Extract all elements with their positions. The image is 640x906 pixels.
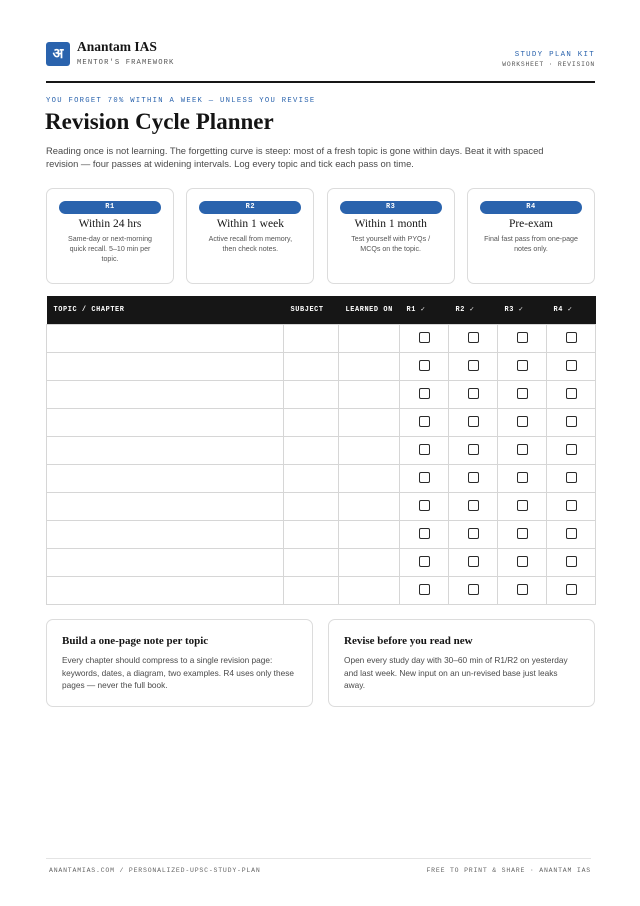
learned-on-cell[interactable]	[339, 548, 400, 576]
learned-on-cell[interactable]	[339, 520, 400, 548]
pass-cell-r4	[547, 352, 596, 380]
intro-paragraph: Reading once is not learning. The forgetting curve is steep: most of a fresh topic is gone within days. Beat it with spaced revision — four passes at widening intervals. Log every topic and tick each pass on time.	[46, 145, 544, 170]
checkbox-r3[interactable]	[517, 444, 528, 455]
tip-title: Build a one-page note per topic	[62, 635, 209, 647]
checkbox-r4[interactable]	[566, 360, 577, 371]
checkbox-r4[interactable]	[566, 444, 577, 455]
table-row	[47, 324, 596, 352]
cycle-heading: Within 1 week	[216, 218, 284, 230]
pass-cell-r2	[449, 408, 498, 436]
cycle-tag: R2	[199, 201, 301, 214]
learned-on-cell[interactable]	[339, 352, 400, 380]
pass-cell-r1	[400, 576, 449, 604]
learned-on-cell[interactable]	[339, 380, 400, 408]
checkbox-r1[interactable]	[419, 444, 430, 455]
pass-cell-r4	[547, 408, 596, 436]
table-row	[47, 464, 596, 492]
pass-cell-r2	[449, 352, 498, 380]
column-header-subject: SUBJECT	[284, 296, 339, 324]
pass-cell-r1	[400, 324, 449, 352]
table-row	[47, 548, 596, 576]
footer-url: ANANTAMIAS.COM / PERSONALIZED-UPSC-STUDY-PLAN	[49, 867, 261, 874]
table-row	[47, 576, 596, 604]
column-header-r1: R1 ✓	[400, 296, 449, 324]
checkbox-r3[interactable]	[517, 584, 528, 595]
pass-cell-r1	[400, 436, 449, 464]
pass-cell-r4	[547, 436, 596, 464]
checkbox-r1[interactable]	[419, 416, 430, 427]
checkbox-r1[interactable]	[419, 472, 430, 483]
pass-cell-r3	[498, 520, 547, 548]
checkbox-r3[interactable]	[517, 332, 528, 343]
subject-cell[interactable]	[284, 576, 339, 604]
checkbox-r4[interactable]	[566, 388, 577, 399]
pass-cell-r2	[449, 324, 498, 352]
tip-title: Revise before you read new	[344, 635, 473, 647]
learned-on-cell[interactable]	[339, 324, 400, 352]
cycle-card-r2	[186, 188, 314, 284]
checkbox-r4[interactable]	[566, 528, 577, 539]
cycle-description: Same-day or next-morning quick recall. 5–10 min per topic.	[68, 235, 152, 263]
cycle-card-r4	[467, 188, 595, 284]
cycle-heading: Within 24 hrs	[78, 218, 142, 230]
cycle-card-r1	[46, 188, 174, 284]
topic-cell[interactable]	[47, 436, 284, 464]
topic-cell[interactable]	[47, 352, 284, 380]
checkbox-r1[interactable]	[419, 528, 430, 539]
checkbox-r4[interactable]	[566, 332, 577, 343]
cycle-tag: R3	[340, 201, 442, 214]
tip-card-revise-first	[328, 619, 595, 707]
brand-tagline: MENTOR'S FRAMEWORK	[77, 59, 175, 67]
subject-cell[interactable]	[284, 492, 339, 520]
column-header-learned-on: LEARNED ON	[339, 296, 400, 324]
topic-cell[interactable]	[47, 548, 284, 576]
pass-cell-r1	[400, 352, 449, 380]
checkbox-r2[interactable]	[468, 556, 479, 567]
topic-cell[interactable]	[47, 464, 284, 492]
subject-cell[interactable]	[284, 352, 339, 380]
checkbox-r3[interactable]	[517, 416, 528, 427]
column-header-topic: TOPIC / CHAPTER	[47, 296, 284, 324]
subject-cell[interactable]	[284, 380, 339, 408]
checkbox-r2[interactable]	[468, 360, 479, 371]
checkbox-r4[interactable]	[566, 416, 577, 427]
learned-on-cell[interactable]	[339, 492, 400, 520]
revision-cycle-cards	[46, 188, 595, 284]
pass-cell-r3	[498, 464, 547, 492]
checkbox-r2[interactable]	[468, 500, 479, 511]
checkbox-r2[interactable]	[468, 444, 479, 455]
pass-cell-r3	[498, 324, 547, 352]
pass-cell-r2	[449, 380, 498, 408]
pass-cell-r3	[498, 408, 547, 436]
topic-cell[interactable]	[47, 492, 284, 520]
cycle-tag: R4	[480, 201, 582, 214]
pass-cell-r2	[449, 576, 498, 604]
subject-cell[interactable]	[284, 324, 339, 352]
topic-cell[interactable]	[47, 380, 284, 408]
checkbox-r3[interactable]	[517, 472, 528, 483]
checkbox-r4[interactable]	[566, 472, 577, 483]
table-row	[47, 408, 596, 436]
pass-cell-r4	[547, 380, 596, 408]
pass-cell-r2	[449, 464, 498, 492]
checkbox-r1[interactable]	[419, 584, 430, 595]
kit-sublabel: WORKSHEET · REVISION	[502, 61, 595, 68]
subject-cell[interactable]	[284, 408, 339, 436]
pass-cell-r2	[449, 436, 498, 464]
topic-cell[interactable]	[47, 576, 284, 604]
pass-cell-r3	[498, 352, 547, 380]
pass-cell-r1	[400, 492, 449, 520]
checkbox-r1[interactable]	[419, 500, 430, 511]
column-header-r3: R3 ✓	[498, 296, 547, 324]
pass-cell-r4	[547, 520, 596, 548]
cycle-card-r3	[327, 188, 455, 284]
subject-cell[interactable]	[284, 464, 339, 492]
pass-cell-r2	[449, 520, 498, 548]
subject-cell[interactable]	[284, 520, 339, 548]
pass-cell-r3	[498, 436, 547, 464]
pass-cell-r1	[400, 408, 449, 436]
topic-cell[interactable]	[47, 408, 284, 436]
pass-cell-r4	[547, 324, 596, 352]
checkbox-r2[interactable]	[468, 416, 479, 427]
checkbox-r1[interactable]	[419, 388, 430, 399]
footer-note: FREE TO PRINT & SHARE · ANANTAM IAS	[426, 867, 591, 874]
pass-cell-r3	[498, 380, 547, 408]
table-header-row	[47, 296, 596, 324]
pass-cell-r4	[547, 464, 596, 492]
subject-cell[interactable]	[284, 436, 339, 464]
page-footer	[46, 858, 591, 874]
checkbox-r1[interactable]	[419, 360, 430, 371]
checkbox-r1[interactable]	[419, 332, 430, 343]
checkbox-r2[interactable]	[468, 332, 479, 343]
pass-cell-r2	[449, 492, 498, 520]
pass-cell-r1	[400, 548, 449, 576]
cycle-heading: Pre-exam	[508, 218, 554, 230]
eyebrow-text: YOU FORGET 70% WITHIN A WEEK — UNLESS YOU REVISE	[46, 97, 316, 105]
pass-cell-r4	[547, 492, 596, 520]
kit-label: STUDY PLAN KIT	[514, 51, 595, 59]
table-body	[47, 324, 596, 604]
pass-cell-r1	[400, 380, 449, 408]
checkbox-r1[interactable]	[419, 556, 430, 567]
page-header	[46, 40, 595, 83]
revision-log-table	[46, 296, 596, 605]
pass-cell-r1	[400, 464, 449, 492]
cycle-tag: R1	[59, 201, 161, 214]
column-header-r4: R4 ✓	[547, 296, 596, 324]
tip-card-one-page-note	[46, 619, 313, 707]
pass-cell-r1	[400, 520, 449, 548]
pass-cell-r2	[449, 548, 498, 576]
cycle-heading: Within 1 month	[354, 218, 427, 230]
cycle-description: Test yourself with PYQs / MCQs on the topic.	[351, 235, 431, 253]
checkbox-r3[interactable]	[517, 556, 528, 567]
checkbox-r2[interactable]	[468, 584, 479, 595]
checkbox-r3[interactable]	[517, 388, 528, 399]
learned-on-cell[interactable]	[339, 576, 400, 604]
learned-on-cell[interactable]	[339, 436, 400, 464]
checkbox-r3[interactable]	[517, 528, 528, 539]
pass-cell-r4	[547, 548, 596, 576]
table-row	[47, 520, 596, 548]
pass-cell-r3	[498, 492, 547, 520]
tip-body: Open every study day with 30–60 min of R1/R2 on yesterday and last week. New input on an un-revised base just leaks away.	[344, 655, 568, 690]
cycle-description: Final fast pass from one-page notes only.	[484, 235, 578, 253]
checkbox-r4[interactable]	[566, 500, 577, 511]
checkbox-r3[interactable]	[517, 500, 528, 511]
column-header-r2: R2 ✓	[449, 296, 498, 324]
checkbox-r2[interactable]	[468, 528, 479, 539]
table-row	[47, 352, 596, 380]
brand-name: Anantam IAS	[77, 39, 157, 54]
checkbox-r2[interactable]	[468, 472, 479, 483]
checkbox-r4[interactable]	[566, 584, 577, 595]
learned-on-cell[interactable]	[339, 464, 400, 492]
checkbox-r4[interactable]	[566, 556, 577, 567]
table-row	[47, 492, 596, 520]
cycle-description: Active recall from memory, then check notes.	[208, 235, 293, 253]
pass-cell-r3	[498, 576, 547, 604]
pass-cell-r4	[547, 576, 596, 604]
topic-cell[interactable]	[47, 520, 284, 548]
subject-cell[interactable]	[284, 548, 339, 576]
page-title: Revision Cycle Planner	[45, 109, 274, 134]
pass-cell-r3	[498, 548, 547, 576]
topic-cell[interactable]	[47, 324, 284, 352]
table-row	[47, 380, 596, 408]
table-row	[47, 436, 596, 464]
checkbox-r2[interactable]	[468, 388, 479, 399]
brand-logo-icon: अ	[46, 42, 70, 66]
learned-on-cell[interactable]	[339, 408, 400, 436]
tip-body: Every chapter should compress to a single revision page: keywords, dates, a diagram, two examples. R4 uses only these pages — never the full book.	[62, 655, 294, 690]
checkbox-r3[interactable]	[517, 360, 528, 371]
